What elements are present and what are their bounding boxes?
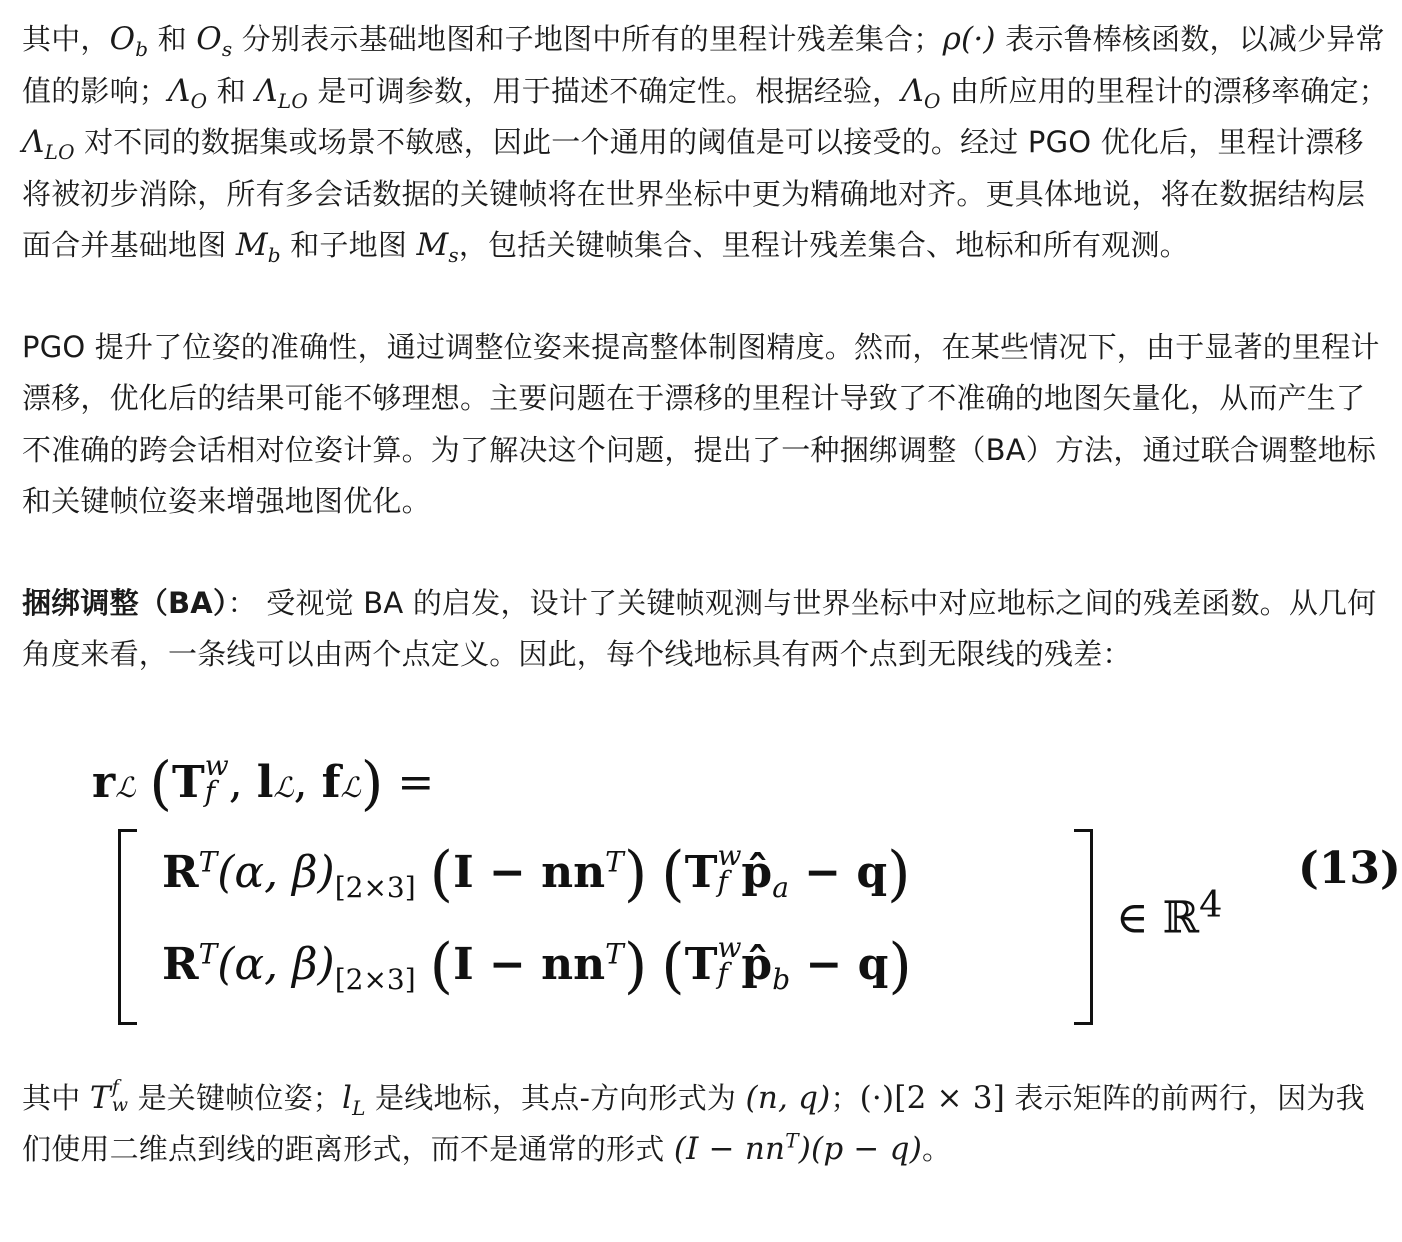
text: 其中 xyxy=(22,1080,90,1115)
math-n-q: (n, q) xyxy=(745,1079,831,1116)
text: 由所应用的里程计的漂移率确定； xyxy=(940,73,1388,108)
math-M-s: $M_s$ xyxy=(416,227,459,268)
equation-lhs: rℒ (T w f , lℒ, fℒ) = xyxy=(92,748,435,817)
text: ； xyxy=(830,1080,860,1115)
math-lambda-lo: $\Lambda_{LO}$ xyxy=(255,72,308,113)
equation-13 xyxy=(22,713,1401,1073)
paragraph-4 xyxy=(22,1073,1392,1176)
paragraph-3 xyxy=(22,578,1392,681)
math-T-w-f: T f w xyxy=(89,1076,129,1116)
math-l-L: $l_L$ xyxy=(342,1079,366,1120)
math-O-b: $O_b$ xyxy=(109,21,149,62)
text: ，包括关键帧集合、里程计残差集合、地标和所有观测。 xyxy=(458,228,1189,262)
section-lead: 捆绑调整（BA） xyxy=(22,585,228,620)
text: 表示矩阵的前两行，因为我们使用二维点到线的距离形式，而不是通常的形式 xyxy=(22,1080,1365,1166)
text: 分别表示基础地图和子地图中所有的里程计残差集合； xyxy=(232,22,943,56)
math-M-b: $M_b$ xyxy=(235,227,281,268)
equation-number: (13) xyxy=(1298,842,1401,894)
text: 。 xyxy=(922,1132,952,1166)
text: 是关键帧位姿； xyxy=(128,1080,343,1115)
text: 和 xyxy=(207,73,256,108)
text: 是可调参数，用于描述不确定性。根据经验， xyxy=(307,73,902,108)
text: 表示鲁棒核函数，以减少异常值的影响； xyxy=(22,22,1385,108)
document-page xyxy=(22,14,1401,1176)
math-lambda-o: $\Lambda_O$ xyxy=(168,72,208,113)
text: 是线地标，其点-方向形式为 xyxy=(365,1080,746,1115)
equation-membership: ∈ ℝ$^4$ xyxy=(1116,882,1223,944)
equation-row-1: $R^T(\alpha$, $\beta)_{[2\times 3]}$ $(I - nn^T)$ (T w f $p̂_a - q$) xyxy=(162,838,911,909)
text: 对不同的数据集或场景不敏感，因此一个通用的阈值是可以接受的。经过 PGO 优化后，里程计漂移将被初步消除，所有多会话数据的关键帧将在世界坐标中更为精确地对齐。更具体地说，将在数据结构层面合并基础地图 xyxy=(22,125,1366,262)
text: 和 xyxy=(148,22,197,56)
right-bracket xyxy=(1074,829,1093,1025)
equation-row-2: $R^T(\alpha$, $\beta)_{[2\times 3]}$ $(I - nn^T)$ (T w f $p̂_b - q$) xyxy=(162,930,912,1001)
math-lambda-o: $\Lambda_O$ xyxy=(901,72,941,113)
math-projection: $(I - nn^T)(p - q)$ xyxy=(673,1128,922,1167)
paragraph-1 xyxy=(22,14,1392,272)
math-row-select: (·)[2 × 3] xyxy=(859,1079,1006,1116)
text: 其中， xyxy=(22,22,110,56)
math-rho: ρ(·) xyxy=(942,21,996,57)
text: 和子地图 xyxy=(280,228,417,262)
math-lambda-lo: $\Lambda_{LO}$ xyxy=(22,124,75,165)
paragraph-2: PGO 提升了位姿的准确性，通过调整位姿来提高整体制图精度。然而，在某些情况下，由于显著的里程计漂移，优化后的结果可能不够理想。主要问题在于漂移的里程计导致了不准确的地图矢量化，从而产生了不准确的跨会话相对位姿计算。为了解决这个问题，提出了一种捆绑调整（BA）方法，通过联合调整地标和关键帧位姿来增强地图优化。 xyxy=(22,329,1380,518)
left-bracket xyxy=(118,829,137,1025)
math-O-s: $O_s$ xyxy=(196,21,233,62)
text: ： 受视觉 BA 的启发，设计了关键帧观测与世界坐标中对应地标之间的残差函数。从几何角度来看，一条线可以由两个点定义。因此，每个线地标具有两个点到无限线的残差： xyxy=(22,585,1377,671)
